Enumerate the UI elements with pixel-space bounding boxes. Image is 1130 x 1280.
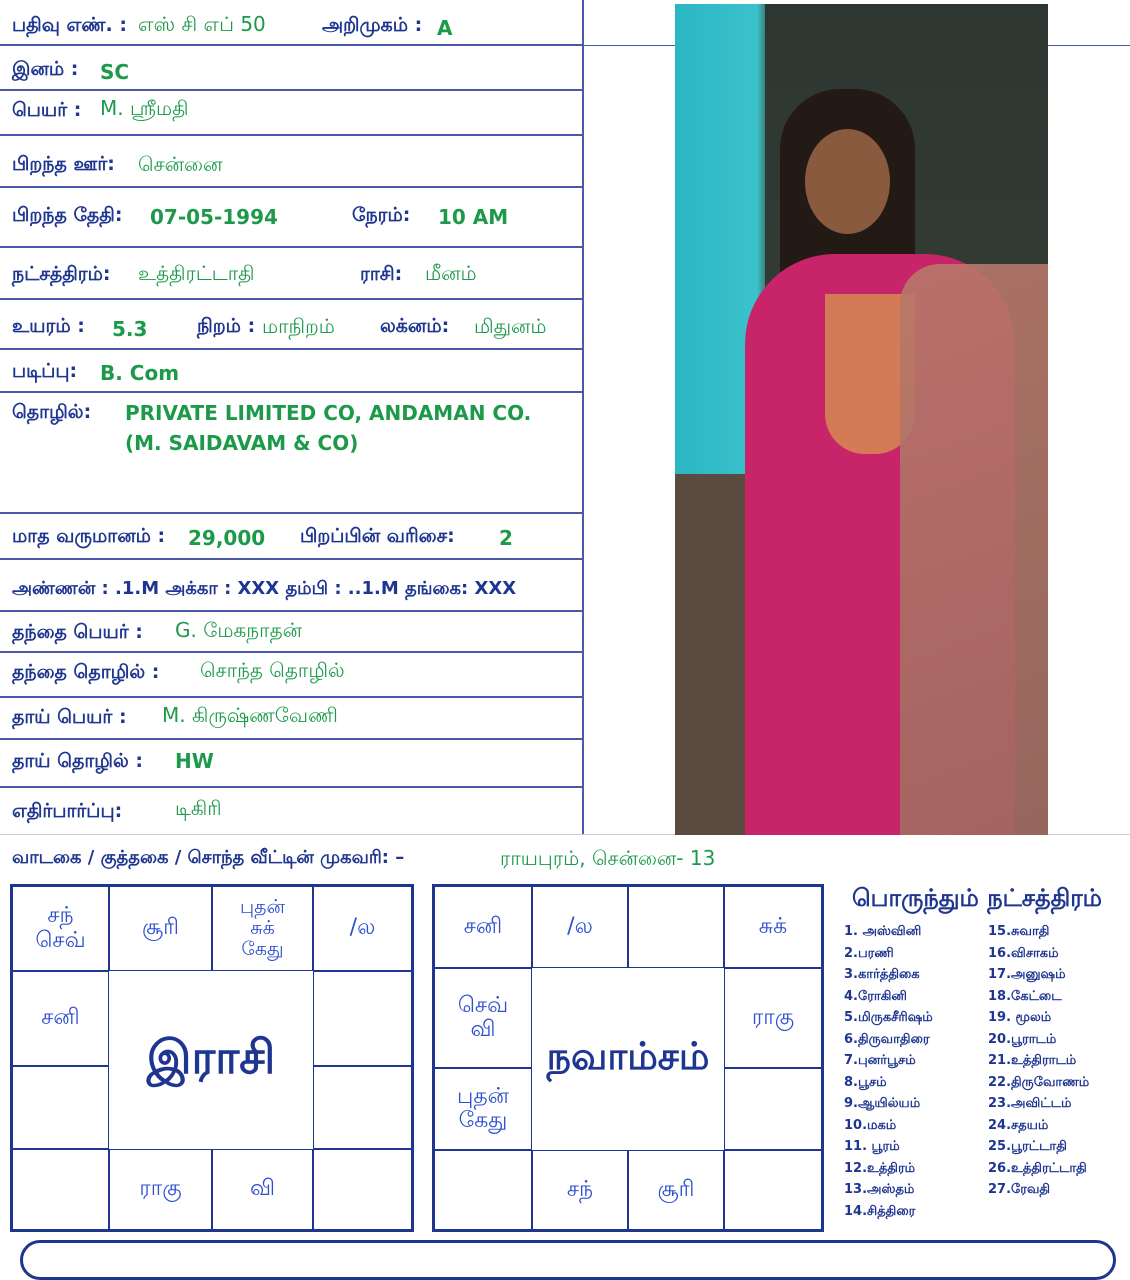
dob-value: 07-05-1994 bbox=[150, 205, 278, 229]
row-name bbox=[0, 91, 584, 136]
matching-star-item: 10.மகம் bbox=[844, 1117, 897, 1133]
navamsam-cell-r1c0: செவ் வி bbox=[434, 968, 532, 1068]
siblings-text: அண்ணன் : .1.M அக்கா : XXX தம்பி : ..1.M தங்கை: XXX bbox=[12, 578, 517, 599]
mother-value: M. கிருஷ்ணவேணி bbox=[162, 703, 338, 727]
intro-value: A bbox=[437, 16, 453, 40]
rasi-value: மீனம் bbox=[425, 261, 477, 285]
navamsam-cell-r3c1: சந் bbox=[532, 1150, 628, 1230]
matching-star-item: 7.புனர்பூசம் bbox=[844, 1053, 916, 1068]
father-job-value: சொந்த தொழில் bbox=[200, 658, 345, 682]
row-income bbox=[0, 514, 584, 560]
navamsam-cell-r2c3 bbox=[724, 1068, 822, 1150]
rasi-cell-r0c0: சந் செவ் bbox=[12, 886, 109, 971]
row-height bbox=[0, 300, 584, 350]
matching-star-item: 5.மிருகசீரிஷம் bbox=[844, 1010, 933, 1025]
navamsam-center-title: நவாம்சம் bbox=[533, 969, 723, 1149]
lagnam-label: லக்னம்: bbox=[380, 315, 450, 337]
rasi-cell-r1c0: சனி bbox=[12, 971, 109, 1066]
navamsam-cell-r0c0: சனி bbox=[434, 886, 532, 968]
footer-banner bbox=[20, 1240, 1116, 1280]
mother-label: தாய் பெயர் : bbox=[12, 706, 127, 728]
height-label: உயரம் : bbox=[12, 315, 85, 337]
income-value: 29,000 bbox=[188, 526, 266, 550]
mother-job-label: தாய் தொழில் : bbox=[12, 750, 143, 772]
navamsam-cell-r0c1: /ல bbox=[532, 886, 628, 968]
birthplace-value: சென்னை bbox=[138, 152, 223, 176]
color-label: நிறம் : bbox=[197, 315, 256, 337]
matching-star-item: 2.பரணி bbox=[844, 945, 894, 961]
navamsam-cell-r1c3: ராகு bbox=[724, 968, 822, 1068]
row-dob bbox=[0, 188, 584, 248]
matching-star-item: 20.பூராடம் bbox=[988, 1031, 1057, 1047]
rasi-cell-r1c3 bbox=[313, 971, 412, 1066]
form-right-border bbox=[582, 0, 584, 834]
address-row bbox=[0, 840, 1130, 878]
father-job-label: தந்தை தொழில் : bbox=[12, 661, 160, 683]
matching-star-item: 26.உத்திரட்டாதி bbox=[988, 1160, 1087, 1176]
birth-order-label: பிறப்பின் வரிசை: bbox=[300, 525, 455, 547]
address-value: ராயபுரம், சென்னை- 13 bbox=[500, 846, 716, 870]
row-star bbox=[0, 248, 584, 300]
matching-star-item: 4.ரோகினி bbox=[844, 988, 907, 1004]
job-label: தொழில்: bbox=[12, 401, 92, 423]
rasi-label: ராசி: bbox=[360, 263, 403, 285]
rasi-cell-r2c0 bbox=[12, 1066, 109, 1149]
mother-job-value: HW bbox=[175, 749, 214, 773]
lagnam-value: மிதுனம் bbox=[474, 314, 547, 338]
star-label: நட்சத்திரம்: bbox=[12, 263, 111, 285]
row-education bbox=[0, 350, 584, 393]
matching-star-item: 6.திருவாதிரை bbox=[844, 1031, 930, 1047]
row-caste bbox=[0, 46, 584, 91]
star-value: உத்திரட்டாதி bbox=[138, 261, 255, 285]
time-value: 10 AM bbox=[438, 205, 509, 229]
reg-label: பதிவு எண். : bbox=[12, 14, 127, 36]
rasi-cell-r0c3: /ல bbox=[313, 886, 412, 971]
rasi-cell-r3c1: ராகு bbox=[109, 1149, 212, 1230]
reg-value: எஸ் சி எப் 50 bbox=[138, 12, 266, 36]
matching-star-item: 13.அஸ்தம் bbox=[844, 1182, 915, 1197]
father-label: தந்தை பெயர் : bbox=[12, 621, 143, 643]
matching-star-item: 15.சுவாதி bbox=[988, 924, 1050, 939]
father-value: G. மேகநாதன் bbox=[175, 618, 303, 642]
matching-star-item: 19. மூலம் bbox=[988, 1010, 1052, 1025]
rasi-cell-r3c0 bbox=[12, 1149, 109, 1230]
time-label: நேரம்: bbox=[352, 204, 411, 226]
matching-star-item: 1. அஸ்வினி bbox=[844, 924, 922, 939]
address-label: வாடகை / குத்தகை / சொந்த வீட்டின் முகவரி: – bbox=[12, 847, 405, 868]
caste-value: SC bbox=[100, 60, 130, 84]
row-father-job bbox=[0, 653, 584, 698]
name-label: பெயர் : bbox=[12, 99, 82, 121]
job-value-1: PRIVATE LIMITED CO, ANDAMAN CO. bbox=[125, 401, 532, 425]
matching-stars-title: பொருந்தும் நட்சத்திரம் bbox=[852, 884, 1102, 912]
rasi-cell-r2c3 bbox=[313, 1066, 412, 1149]
expect-value: டிகிரி bbox=[175, 796, 222, 820]
navamsam-cell-r3c2: சூரி bbox=[628, 1150, 724, 1230]
matching-star-item: 16.விசாகம் bbox=[988, 945, 1059, 961]
navamsam-chart bbox=[432, 884, 824, 1232]
income-label: மாத வருமானம் : bbox=[12, 525, 166, 547]
row-siblings bbox=[0, 560, 584, 612]
edu-value: B. Com bbox=[100, 361, 180, 385]
name-value: M. ஸ்ரீமதி bbox=[100, 96, 189, 120]
row-mother-job bbox=[0, 740, 584, 788]
matching-star-item: 18.கேட்டை bbox=[988, 988, 1062, 1004]
birth-order-value: 2 bbox=[499, 526, 513, 550]
height-value: 5.3 bbox=[112, 317, 148, 341]
matching-star-item: 17.அனுஷம் bbox=[988, 967, 1066, 982]
matching-star-item: 9.ஆயில்யம் bbox=[844, 1096, 921, 1111]
rasi-cell-r3c3 bbox=[313, 1149, 412, 1230]
matching-star-item: 21.உத்திராடம் bbox=[988, 1053, 1077, 1068]
intro-label: அறிமுகம் : bbox=[322, 14, 423, 36]
rasi-chart bbox=[10, 884, 414, 1232]
navamsam-cell-r2c0: புதன் கேது bbox=[434, 1068, 532, 1150]
matching-star-item: 8.பூசம் bbox=[844, 1074, 887, 1090]
navamsam-cell-r3c0 bbox=[434, 1150, 532, 1230]
navamsam-cell-r0c3: சுக் bbox=[724, 886, 822, 968]
color-value: மாநிறம் bbox=[262, 314, 335, 338]
row-father bbox=[0, 612, 584, 653]
dob-label: பிறந்த தேதி: bbox=[12, 204, 123, 226]
matching-star-item: 14.சித்திரை bbox=[844, 1203, 916, 1219]
navamsam-cell-r0c2 bbox=[628, 886, 724, 968]
birthplace-label: பிறந்த ஊர்: bbox=[12, 153, 115, 175]
rasi-cell-r3c2: வி bbox=[212, 1149, 313, 1230]
matching-star-item: 22.திருவோணம் bbox=[988, 1074, 1090, 1090]
rasi-cell-r0c1: சூரி bbox=[109, 886, 212, 971]
row-registration bbox=[0, 0, 584, 46]
matching-star-item: 11. பூரம் bbox=[844, 1139, 900, 1154]
row-birthplace bbox=[0, 136, 584, 188]
row-mother bbox=[0, 698, 584, 740]
row-occupation bbox=[0, 393, 584, 514]
row-expectation bbox=[0, 788, 584, 834]
expect-label: எதிர்பார்ப்பு: bbox=[12, 800, 123, 822]
matching-star-item: 12.உத்திரம் bbox=[844, 1160, 916, 1176]
edu-label: படிப்பு: bbox=[12, 360, 78, 382]
matching-star-item: 27.ரேவதி bbox=[988, 1182, 1051, 1197]
caste-label: இனம் : bbox=[12, 58, 79, 80]
navamsam-cell-r3c3 bbox=[724, 1150, 822, 1230]
rasi-cell-r0c2: புதன் சுக் கேது bbox=[212, 886, 313, 971]
matching-star-item: 24.சதயம் bbox=[988, 1117, 1049, 1133]
matching-star-item: 3.கார்த்திகை bbox=[844, 967, 920, 982]
matching-star-item: 23.அவிட்டம் bbox=[988, 1096, 1072, 1111]
bride-photo bbox=[675, 4, 1048, 835]
job-value-2: (M. SAIDAVAM & CO) bbox=[125, 431, 359, 455]
matching-star-item: 25.பூரட்டாதி bbox=[988, 1139, 1067, 1154]
rasi-center-title: இராசி bbox=[110, 972, 312, 1148]
